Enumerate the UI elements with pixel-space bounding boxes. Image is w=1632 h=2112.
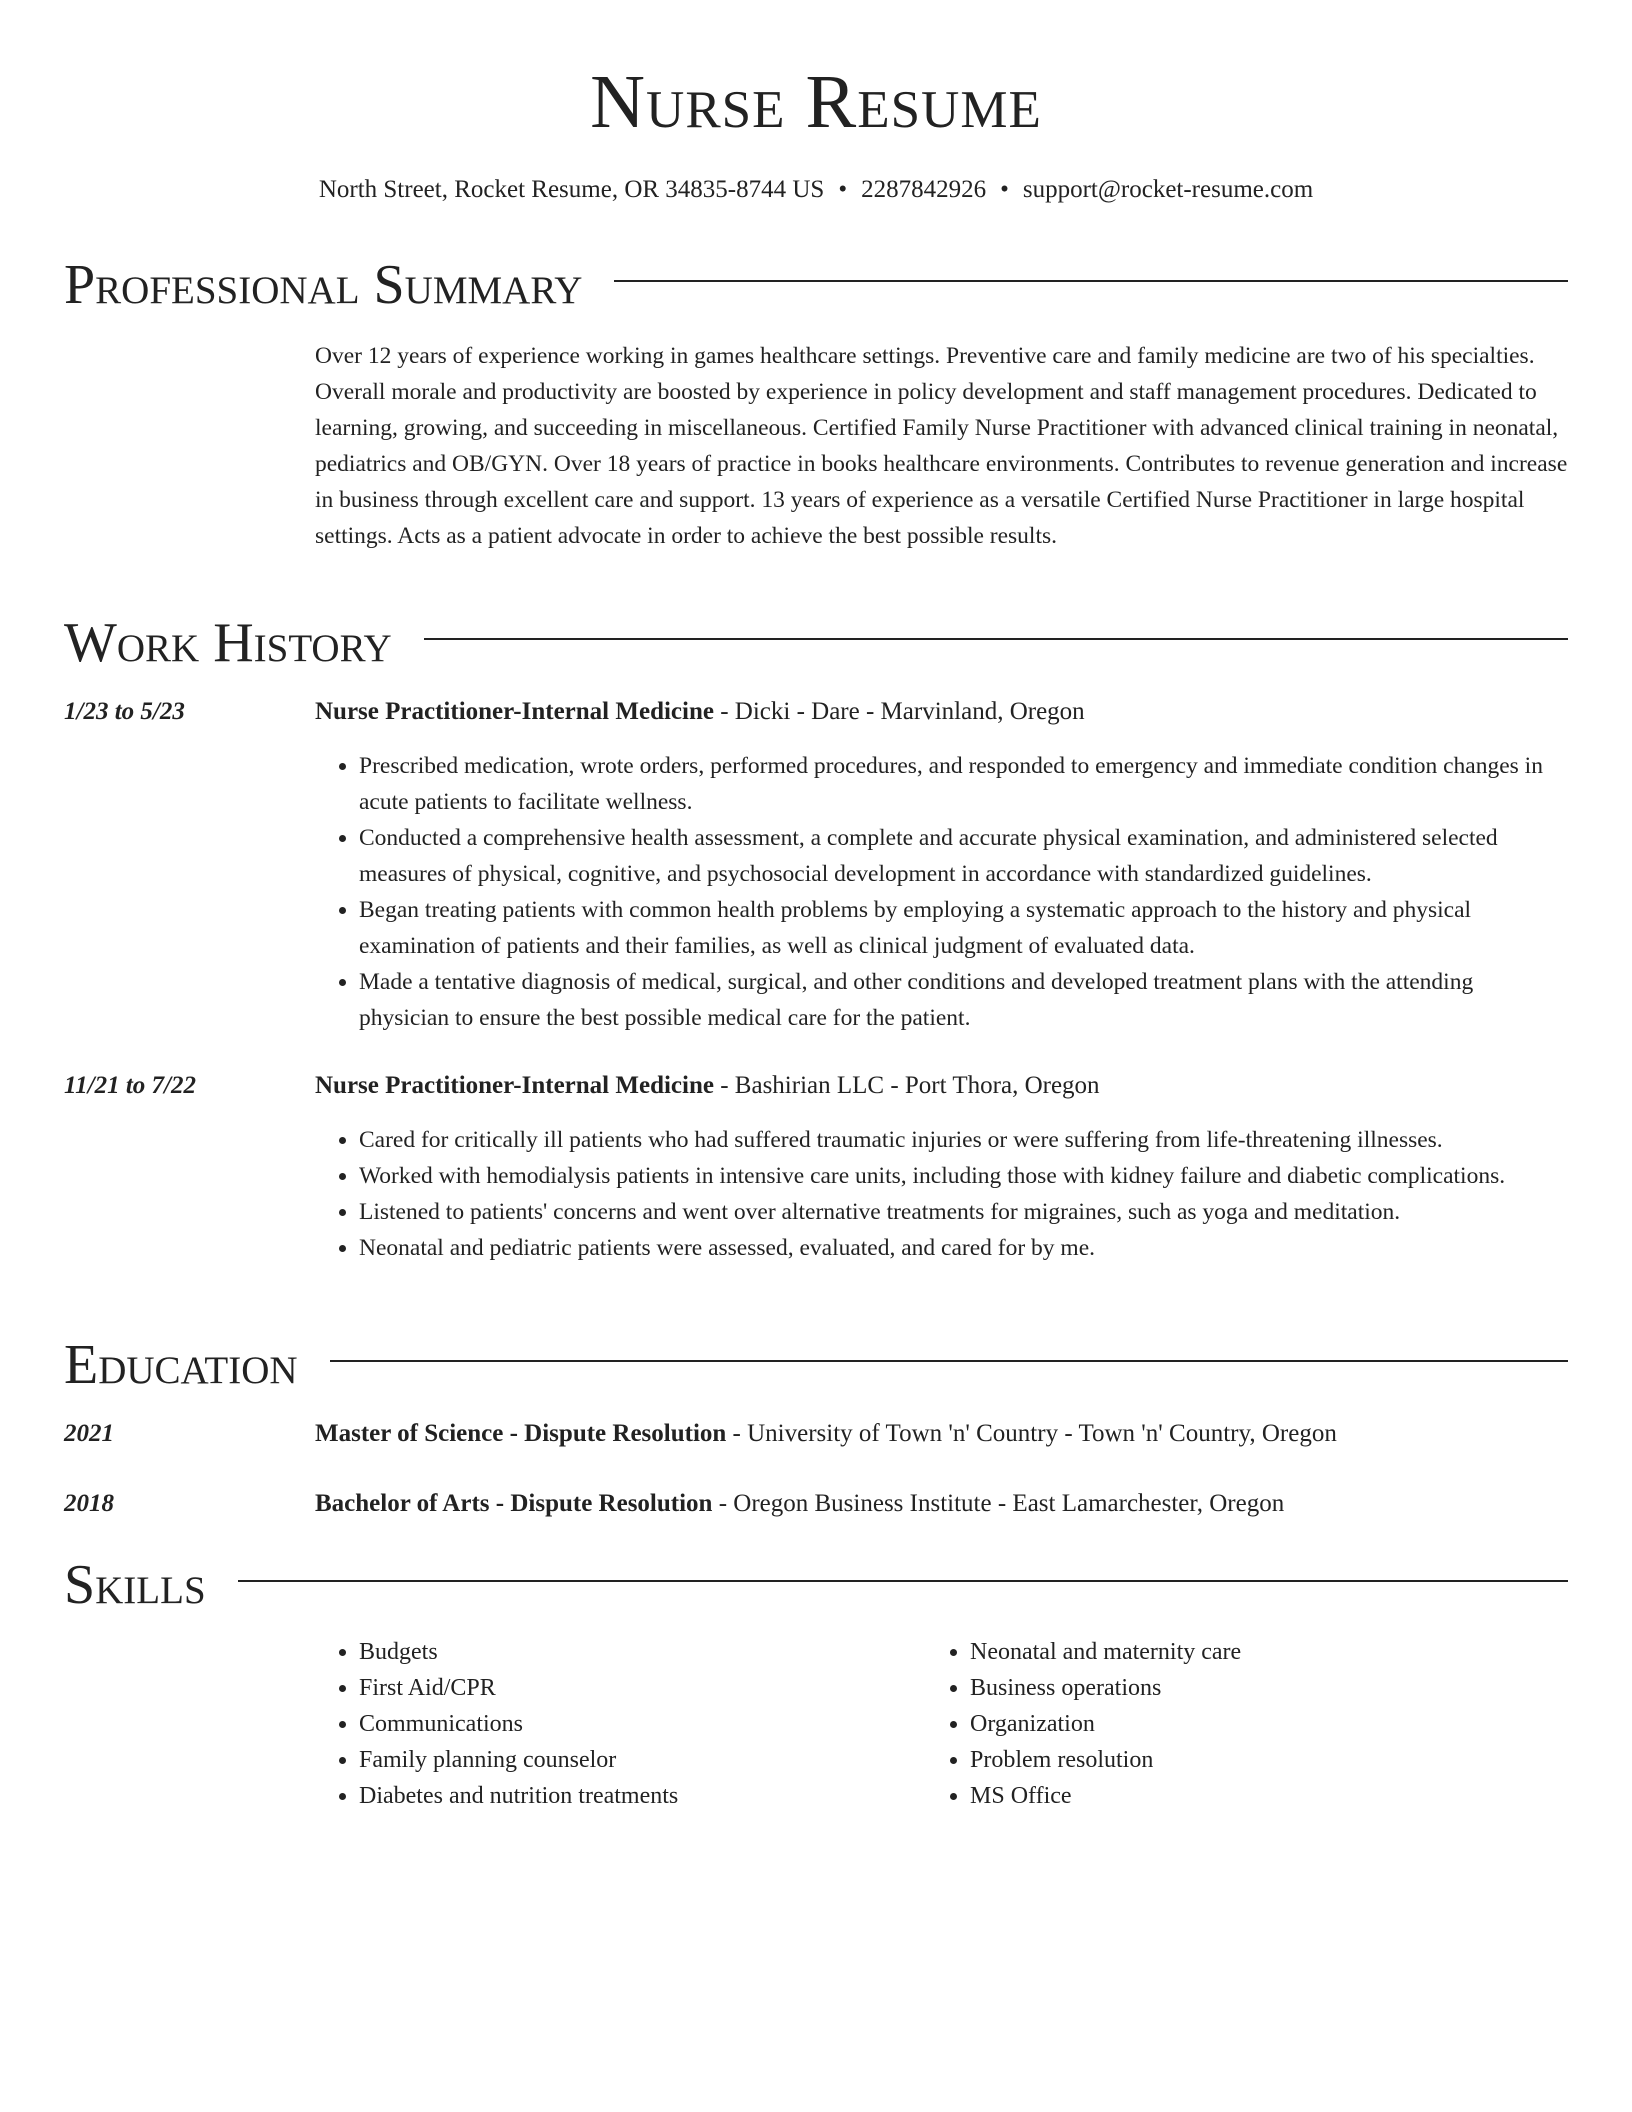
skill-item: • Diabetes and nutrition treatments xyxy=(359,1778,875,1814)
job-bullet: • Began treating patients with common health problems by employing a systematic approach to the history and physical examination of patients and their families, as well as clinical judgment of evaluated data. xyxy=(359,892,1568,964)
job-title: Nurse Practitioner-Internal Medicine xyxy=(315,1072,714,1099)
resume-name: Nurse Resume xyxy=(590,60,1042,144)
job-employer: - Dicki - Dare - Marvinland, Oregon xyxy=(713,698,1085,725)
section-header-education xyxy=(64,1330,1568,1400)
education-school: - Oregon Business Institute - East Lamarchester, Oregon xyxy=(712,1490,1285,1517)
skills-list-right xyxy=(926,1634,1486,1814)
education-school: - University of Town 'n' Country - Town 'n' Country, Oregon xyxy=(726,1420,1337,1447)
section-title-work-history: Work History xyxy=(64,612,392,674)
skill-item: • Problem resolution xyxy=(970,1742,1486,1778)
education-entry xyxy=(315,1486,1568,1522)
section-title-skills: Skills xyxy=(64,1554,206,1616)
education-degree: Bachelor of Arts - Dispute Resolution xyxy=(315,1490,713,1517)
contact-email: support@rocket-resume.com xyxy=(1022,176,1314,203)
skill-item: • Neonatal and maternity care xyxy=(970,1634,1486,1670)
job-bullets xyxy=(315,1122,1568,1266)
job-title-line xyxy=(315,1068,1568,1104)
section-title-summary: Professional Summary xyxy=(64,254,583,316)
contact-separator: • xyxy=(1000,176,1009,203)
job-title: Nurse Practitioner-Internal Medicine xyxy=(315,698,714,725)
contact-address: North Street, Rocket Resume, OR 34835-8744 US xyxy=(318,176,825,203)
section-header-summary xyxy=(64,250,1568,320)
section-divider xyxy=(238,1580,1568,1582)
education-degree: Master of Science - Dispute Resolution xyxy=(315,1420,727,1447)
job-bullet: • Conducted a comprehensive health assessment, a complete and accurate physical examination, and administered selected measures of physical, cognitive, and psychosocial development in accordance with standardized guidelines. xyxy=(359,820,1568,892)
section-divider xyxy=(424,638,1568,640)
skill-item: • Budgets xyxy=(359,1634,875,1670)
job-bullet: • Listened to patients' concerns and went over alternative treatments for migraines, such as yoga and meditation. xyxy=(359,1194,1568,1230)
section-divider xyxy=(330,1360,1568,1362)
job-dates: 1/23 to 5/23 xyxy=(64,698,185,725)
job-dates: 11/21 to 7/22 xyxy=(64,1072,196,1099)
job-bullets xyxy=(315,748,1568,1036)
education-year: 2018 xyxy=(64,1490,114,1517)
job-employer: - Bashirian LLC - Port Thora, Oregon xyxy=(713,1072,1100,1099)
job-title-line xyxy=(315,694,1568,730)
job-bullet: • Prescribed medication, wrote orders, performed procedures, and responded to emergency and immediate condition changes in acute patients to facilitate wellness. xyxy=(359,748,1568,820)
section-title-education: Education xyxy=(64,1334,298,1396)
education-entry xyxy=(315,1416,1568,1452)
skill-item: • Family planning counselor xyxy=(359,1742,875,1778)
contact-phone: 2287842926 xyxy=(861,176,987,203)
job-bullet: • Worked with hemodialysis patients in intensive care units, including those with kidney failure and diabetic complications. xyxy=(359,1158,1568,1194)
section-divider xyxy=(614,280,1568,282)
contact-line xyxy=(0,172,1632,208)
job-bullet: • Made a tentative diagnosis of medical, surgical, and other conditions and developed treatment plans with the attending physician to ensure the best possible medical care for the patient. xyxy=(359,964,1568,1036)
skill-item: • Organization xyxy=(970,1706,1486,1742)
skill-item: • MS Office xyxy=(970,1778,1486,1814)
job-bullet: • Cared for critically ill patients who had suffered traumatic injuries or were suffering from life-threatening illnesses. xyxy=(359,1122,1568,1158)
section-header-skills xyxy=(64,1550,1568,1620)
skills-list-left xyxy=(315,1634,875,1814)
education-year: 2021 xyxy=(64,1420,114,1447)
summary-text: Over 12 years of experience working in games healthcare settings. Preventive care and family medicine are two of his specialties. Overall morale and productivity are boosted by experience in policy development and staff management procedures. Dedicated to learning, growing, and succeeding in miscellaneous. Certified Family Nurse Practitioner with advanced clinical training in neonatal, pediatrics and OB/GYN. Over 18 years of practice in books healthcare environments. Contributes to revenue generation and increase in business through excellent care and support. 13 years of experience as a versatile Certified Nurse Practitioner in large hospital settings. Acts as a patient advocate in order to achieve the best possible results. xyxy=(315,343,1568,549)
skill-item: • First Aid/CPR xyxy=(359,1670,875,1706)
section-header-work-history xyxy=(64,608,1568,678)
skill-item: • Business operations xyxy=(970,1670,1486,1706)
contact-separator: • xyxy=(838,176,848,203)
job-bullet: • Neonatal and pediatric patients were assessed, evaluated, and cared for by me. xyxy=(359,1230,1568,1266)
skill-item: • Communications xyxy=(359,1706,875,1742)
